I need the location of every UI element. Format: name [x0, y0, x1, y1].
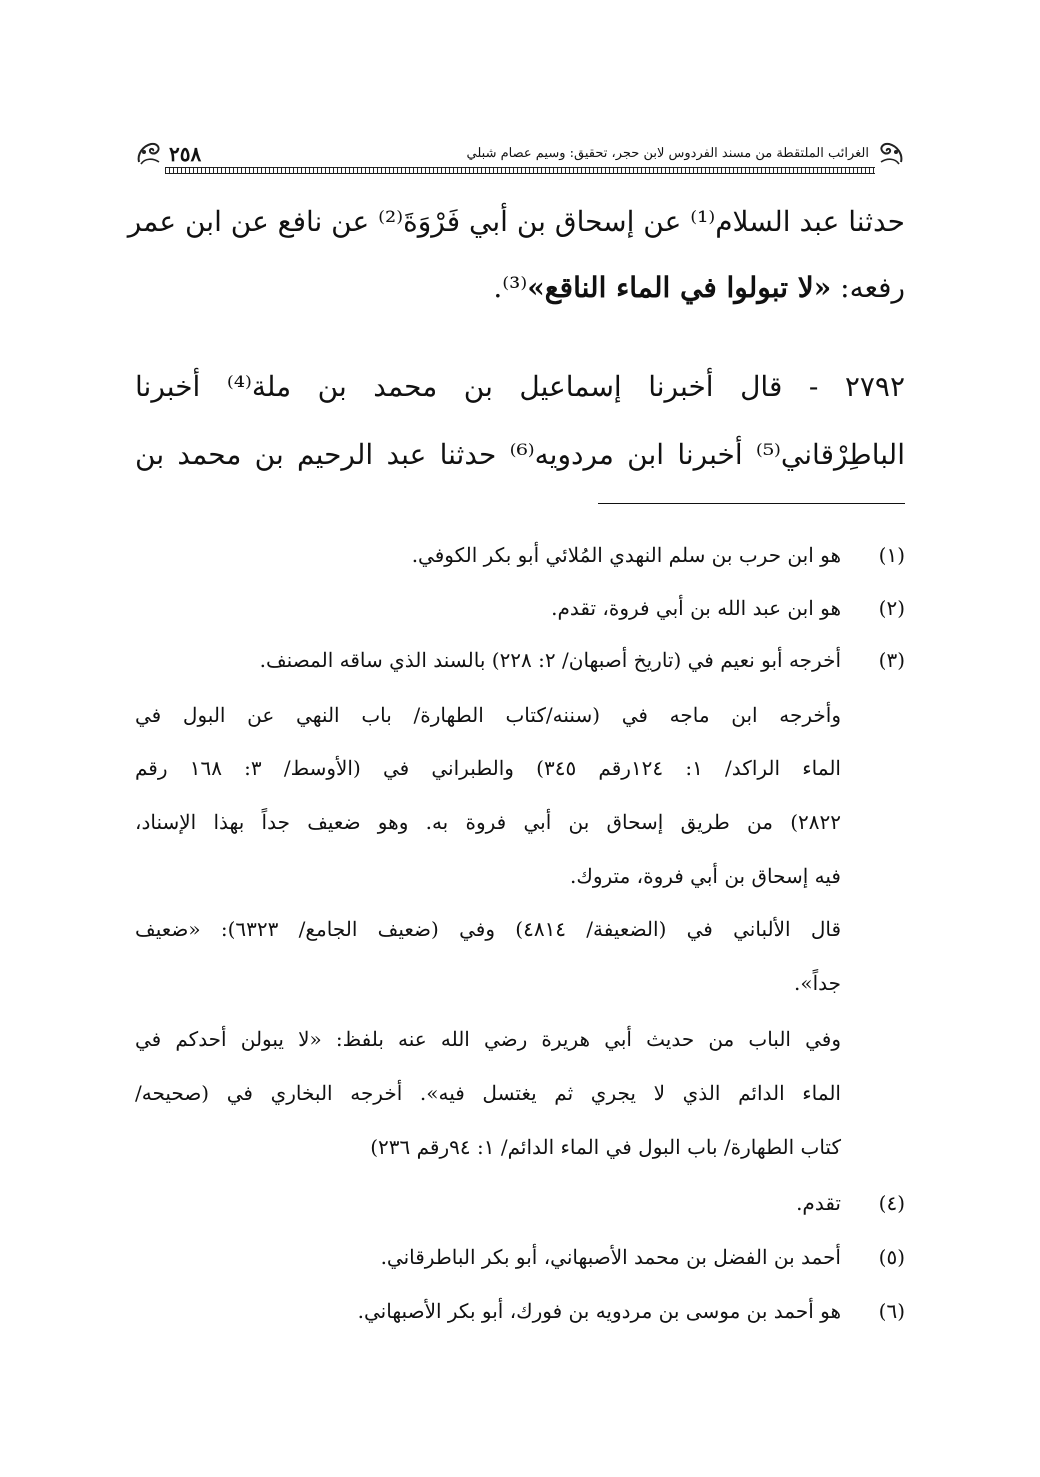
ornament-icon [135, 140, 163, 166]
footnote-5 [199, 1243, 905, 1271]
main-line: ٢٧٩٢ - قال أخبرنا إسماعيل بن محمد بن ملة⁽⁴⁾ أخبرنا [135, 370, 905, 403]
hadith-quote: «لا تبولوا في الماء الناقع» [527, 271, 832, 304]
footnote-line: الماء الراكد/ ١: ١٢٤رقم ٣٤٥) والطبراني في (الأوسط/ ٣: ١٦٨ رقم [135, 756, 841, 780]
footnote-6 [199, 1297, 905, 1325]
main-line-prefix: رفعه: [831, 271, 905, 304]
footnote-line: وفي الباب من حديث أبي هريرة رضي الله عنه بلفظ: «لا يبولن أحدكم في [135, 1027, 841, 1051]
footnote-line: قال الألباني في (الضعيفة/ ٤٨١٤) وفي (ضعيف الجامع/ ٦٣٢٣): «ضعيف [135, 917, 842, 941]
footnote-number: (٦) [878, 1299, 905, 1323]
footnote-2 [199, 594, 905, 622]
main-line: الباطِرْقاني⁽⁵⁾ أخبرنا ابن مردويه⁽⁶⁾ حدثنا عبد الرحيم بن محمد بن [135, 438, 905, 471]
footnote-text: أخرجه أبو نعيم في (تاريخ أصبهان/ ٢: ٢٢٨) بالسند الذي ساقه المصنف. [259, 648, 841, 672]
footnote-line: وأخرجه ابن ماجه في (سننه/كتاب الطهارة/ باب النهي عن البول في [135, 703, 841, 727]
footnote-text: تقدم. [796, 1191, 841, 1215]
footnote-3 [135, 646, 905, 674]
footnote-number: (٤) [878, 1191, 905, 1215]
footnote-number: (٥) [878, 1245, 905, 1269]
footnote-text: أحمد بن الفضل بن محمد الأصبهاني، أبو بكر الباطرقاني. [380, 1245, 841, 1269]
footnote-line: الماء الدائم الذي لا يجري ثم يغتسل فيه». أخرجه البخاري في (صحيحه/ [135, 1081, 841, 1105]
footnote-line: فيه إسحاق بن أبي فروة، متروك. [570, 864, 841, 888]
footnote-line: جداً». [793, 971, 841, 995]
footnote-text: هو أحمد بن موسى بن مردويه بن فورك، أبو بكر الأصبهاني. [357, 1299, 841, 1323]
page-number: ٢٥٨ [169, 142, 202, 166]
footnote-text: هو ابن حرب بن سلم النهدي المُلائي أبو بكر الكوفي. [411, 543, 841, 567]
footnote-ref: ⁽³⁾. [493, 271, 528, 304]
footnote-1 [199, 541, 905, 569]
header-rule [165, 167, 875, 174]
footnote-number: (٢) [878, 596, 905, 620]
running-header [135, 138, 905, 170]
ornament-icon [877, 140, 905, 166]
main-line: حدثنا عبد السلام⁽¹⁾ عن إسحاق بن أبي فَرْوَةَ⁽²⁾ عن نافع عن ابن عمر [127, 205, 905, 238]
footnote-line: ٢٨٢٢) من طريق إسحاق بن أبي فروة به. وهو ضعيف جداً بهذا الإسناد، [135, 810, 841, 834]
footnote-line: كتاب الطهارة/ باب البول في الماء الدائم/ ١: ٩٤رقم ٢٣٦) [370, 1135, 841, 1159]
footnote-number: (٣) [878, 648, 905, 672]
footnote-number: (١) [878, 543, 905, 567]
main-line [135, 271, 905, 305]
running-title: الغرائب الملتقطة من مسند الفردوس لابن حجر، تحقيق: وسيم عصام شبلي [466, 146, 869, 161]
footnote-separator [598, 503, 905, 504]
footnote-text: هو ابن عبد الله بن أبي فروة، تقدم. [551, 596, 841, 620]
footnote-4 [199, 1189, 905, 1217]
